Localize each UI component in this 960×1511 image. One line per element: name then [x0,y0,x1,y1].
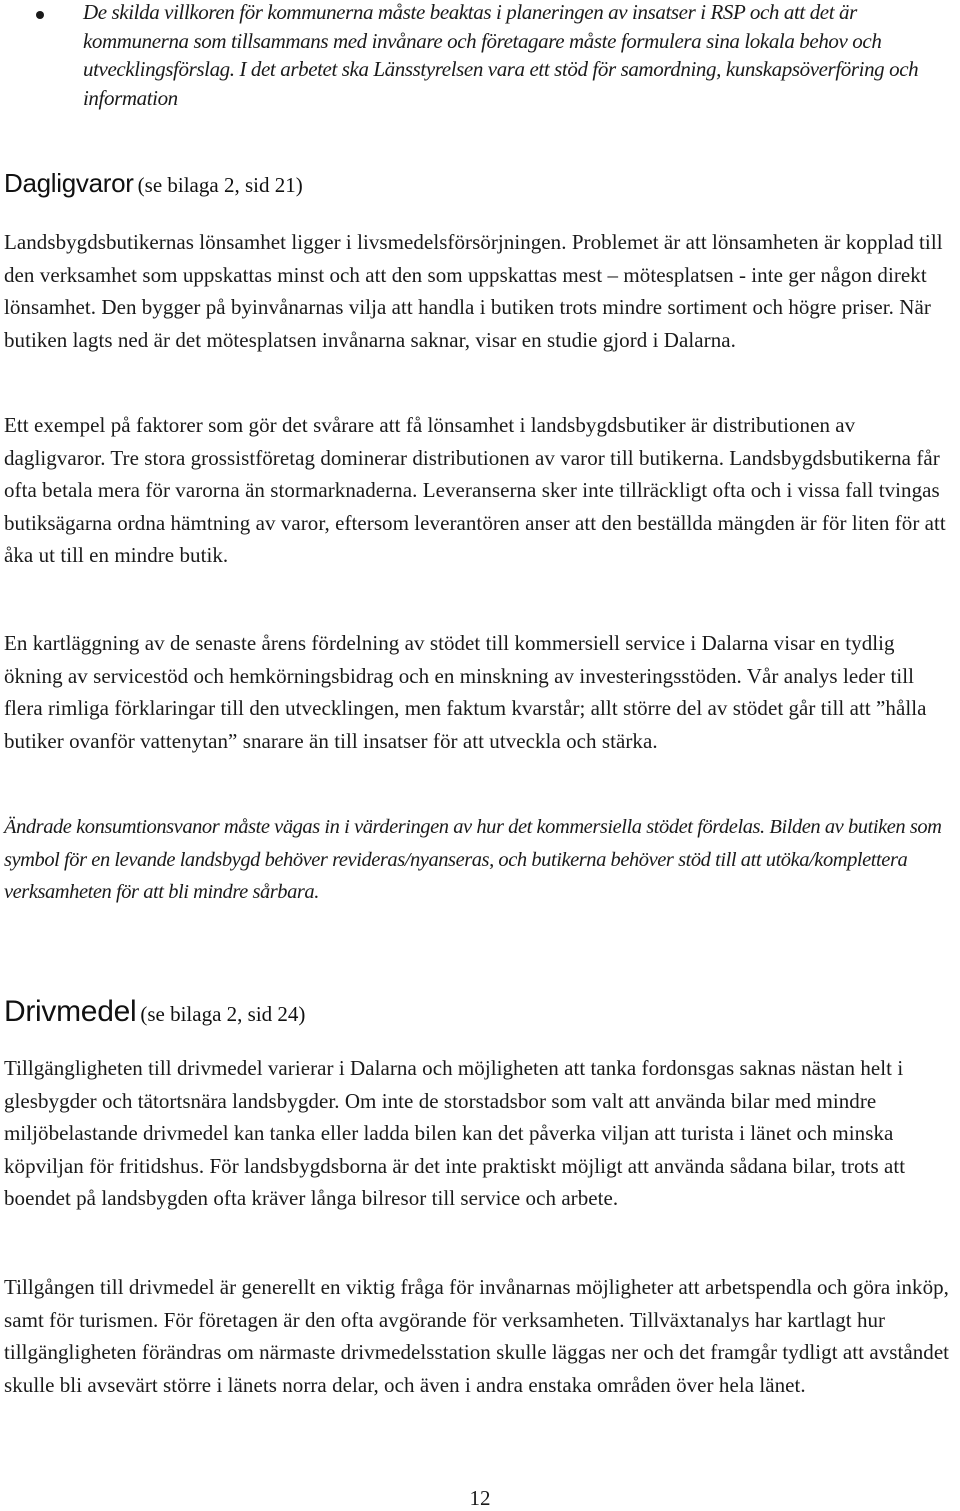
paragraph: Landsbygdsbutikernas lönsamhet ligger i livsmedelsförsörjningen. Problemet är att lönsamheten är kopplad till den verksamhet som uppskattas minst och att den som uppskattas mest – mötesplatsen - inte ger någon direkt lönsamhet. Den bygger på byinvånarnas vilja att handla i butiken trots mindre sortiment och högre priser. När butiken lagts ned är det mötesplatsen invånarna saknar, visar en studie gjord i Dalarna. [4,230,943,352]
heading-title: Dagligvaror [4,168,134,198]
paragraph: Ett exempel på faktorer som gör det svårare att få lönsamhet i landsbygdsbutiker är distributionen av dagligvaror. Tre stora grossistföretag dominerar distributionen av varor till butikerna. Landsbygdsbutikerna får ofta betala mera för varorna än stormarknaderna. Leveranserna sker inte tillräckligt ofta och i vissa fall tvingas butiksägarna ordna hämtning av varor, eftersom leverantören anser att den beställda mängden är för liten för att åka ut till en mindre butik. [4,413,946,568]
paragraph: Tillgängligheten till drivmedel varierar i Dalarna och möjligheten att tanka fordonsgas saknas nästan helt i glesbygder och tätortsnära landsbygder. Om inte de storstadsbor som valt att använda bilar med mindre miljöbelastande drivmedel kan tanka eller ladda bilen kan det påverka viljan att turista i länet och minska köpviljan för fritidshus. För landsbygdsborna är det inte praktiskt möjligt att använda sådana bilar, trots att boendet på landsbygden ofta kräver långa bilresor till service och arbete. [4,1056,906,1211]
section-heading-dagligvaror [4,168,954,199]
italic-paragraph: Ändrade konsumtionsvanor måste vägas in i värderingen av hur det kommersiella stödet fördelas. Bilden av butiken som symbol för en levande landsbygd behöver revideras/nyanseras, och butikerna behöver stöd till att utöka/komplettera verksamheten för att bli mindre sårbara. [4,816,942,903]
paragraph: En kartläggning av de senaste årens fördelning av stödet till kommersiell service i Dalarna visar en tydlig ökning av servicestöd och hemkörningsbidrag och en minskning av investeringsstöden. Vår analys leder till flera rimliga förklaringar till den utvecklingen, men faktum kvarstår; allt större del av stödet går till att ”hålla butiker ovanför vattenytan” snarare än till insatser för att utveckla och stärka. [4,631,927,753]
bullet-text: De skilda villkoren för kommunerna måste beaktas i planeringen av insatser i RSP och att det är kommunerna som tillsammans med invånare och företagare måste formulera sina lokala behov och utvecklingsförslag. I det arbetet ska Länsstyrelsen vara ett stöd för samordning, kunskapsöverföring och information [83,0,919,110]
page-number: 12 [469,1486,491,1510]
paragraph: Tillgången till drivmedel är generellt en viktig fråga för invånarnas möjligheter att arbetspendla och göra inköp, samt för turismen. För företagen är den ofta avgörande för verksamheten. Tillväxtanalys har kartlagt hur tillgängligheten förändras om närmaste drivmedelsstation skulle läggas ner och det framgår tydligt att avståndet skulle bli avsevärt större i länets norra delar, och även i andra enstaka områden över hela länet. [4,1275,950,1397]
heading-title: Drivmedel [4,995,137,1028]
heading-reference: (se bilaga 2, sid 21) [137,173,303,197]
bullet-marker [36,11,44,19]
section-heading-drivmedel [4,995,954,1029]
heading-reference: (se bilaga 2, sid 24) [140,1002,306,1026]
